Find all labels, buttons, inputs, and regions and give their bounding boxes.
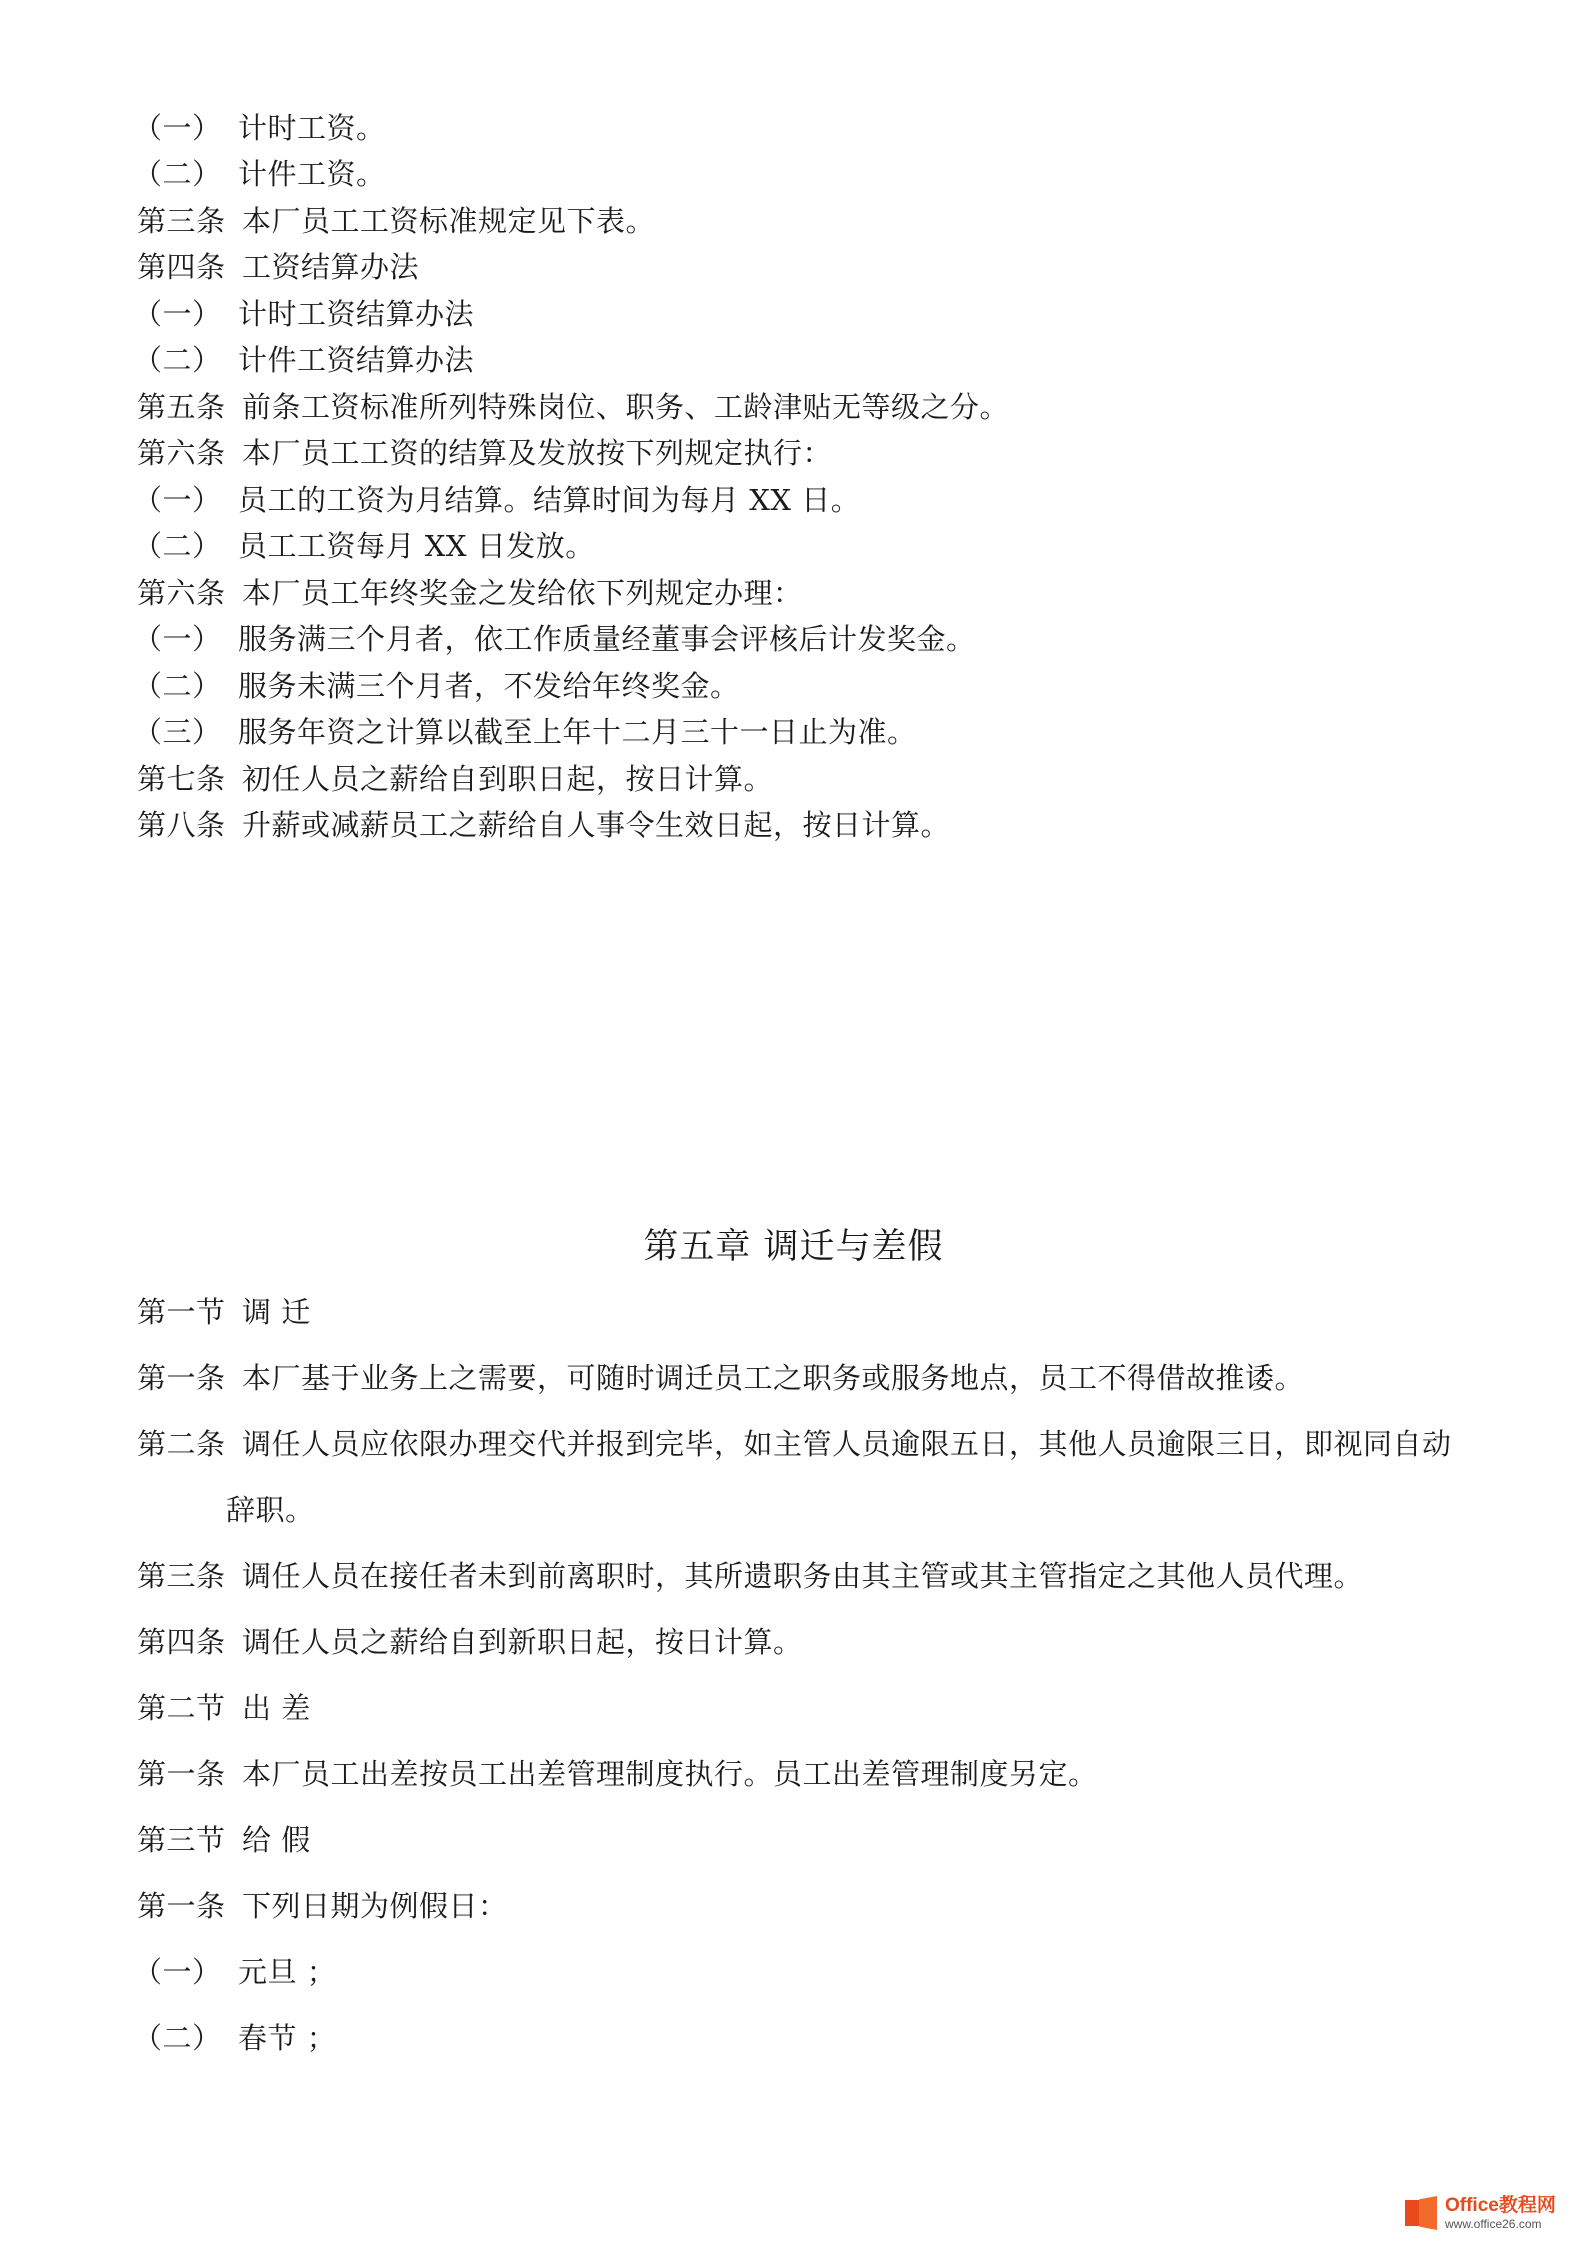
line-text: 计时工资。	[238, 111, 386, 145]
line-text: 出 差	[242, 1691, 311, 1725]
line-label: （二）	[133, 2021, 222, 2055]
line-label: 第六条	[137, 575, 226, 610]
line-label: （二）	[133, 157, 222, 191]
doc-line	[133, 294, 475, 334]
line-text: 本厂员工出差按员工出差管理制度执行。员工出差管理制度另定。	[242, 1757, 1098, 1791]
doc-line	[133, 340, 475, 380]
line-label: （一）	[133, 1955, 222, 1989]
line-text: 本厂员工工资标准规定见下表。	[242, 203, 656, 238]
doc-line	[137, 387, 1009, 427]
doc-line	[137, 433, 832, 473]
doc-line	[137, 573, 803, 613]
line-text: 调任人员应依限办理交代并报到完毕，如主管人员逾限五日，其他人员逾限三日，即视同自动	[242, 1427, 1452, 1461]
doc-line	[137, 1820, 311, 1860]
line-label: （三）	[133, 715, 222, 749]
doc-line	[137, 1292, 311, 1332]
line-label: 第五条	[137, 389, 226, 424]
line-label: 第七条	[137, 761, 226, 796]
line-text: 春节 ；	[238, 2021, 337, 2055]
line-text: 本厂员工年终奖金之发给依下列规定办理：	[242, 575, 803, 610]
line-label: （二）	[133, 343, 222, 377]
doc-line	[137, 1688, 311, 1728]
line-label: 第六条	[137, 436, 226, 470]
doc-line	[133, 2018, 337, 2058]
line-label: 第一条	[137, 1361, 226, 1395]
doc-line	[137, 1424, 1452, 1464]
line-text: 服务年资之计算以截至上年十二月三十一日止为准。	[238, 715, 917, 749]
watermark-url: www.office26.com	[1445, 2217, 1542, 2231]
line-label: 第二节	[137, 1691, 226, 1725]
line-text: 辞职。	[226, 1493, 315, 1527]
line-label: 第四条	[137, 250, 226, 284]
line-label: 第三条	[137, 1559, 226, 1593]
line-text: 本厂基于业务上之需要，可随时调迁员工之职务或服务地点，员工不得借故推诿。	[242, 1361, 1305, 1395]
line-text: 调任人员在接任者未到前离职时，其所遗职务由其主管或其主管指定之其他人员代理。	[242, 1559, 1364, 1593]
line-text: 本厂员工工资的结算及发放按下列规定执行：	[242, 436, 833, 470]
line-label: 第一条	[137, 1889, 226, 1923]
line-text: 前条工资标准所列特殊岗位、职务、工龄津贴无等级之分。	[242, 389, 1010, 424]
doc-line	[137, 1556, 1363, 1596]
doc-line	[133, 619, 976, 659]
line-label: 第三条	[137, 203, 226, 238]
line-text: 计时工资结算办法	[238, 296, 475, 331]
doc-line	[133, 526, 595, 566]
doc-line	[133, 154, 386, 194]
line-text: 员工的工资为月结算。结算时间为每月 XX 日。	[238, 482, 861, 517]
line-label: （一）	[133, 482, 222, 517]
line-text: 升薪或减薪员工之薪给自人事令生效日起，按日计算。	[242, 808, 951, 842]
line-text: 元旦 ；	[238, 1955, 337, 1989]
line-label: 第一条	[137, 1757, 226, 1791]
line-text: 调 迁	[242, 1295, 311, 1329]
line-text: 员工工资每月 XX 日发放。	[238, 529, 595, 563]
line-label: 第八条	[137, 808, 226, 842]
line-text: 服务未满三个月者，不发给年终奖金。	[238, 668, 740, 703]
watermark	[1405, 2191, 1565, 2235]
watermark-title: Office教程网	[1445, 2195, 1556, 2216]
line-label: 第一节	[137, 1295, 226, 1329]
doc-line	[137, 805, 950, 845]
doc-line	[137, 1886, 508, 1926]
line-text: 初任人员之薪给自到职日起，按日计算。	[242, 761, 774, 796]
line-text: 调任人员之薪给自到新职日起，按日计算。	[242, 1625, 803, 1659]
chapter-heading: 第五章 调迁与差假	[643, 1227, 944, 1267]
doc-line	[137, 1754, 1098, 1794]
doc-line	[226, 1490, 315, 1530]
doc-line	[133, 712, 917, 752]
line-text: 计件工资。	[238, 157, 386, 191]
doc-line	[137, 201, 655, 241]
line-label: （一）	[133, 622, 222, 656]
office-logo-icon	[1405, 2196, 1439, 2230]
doc-line	[133, 108, 386, 148]
line-label: （一）	[133, 111, 222, 145]
line-text: 给 假	[242, 1823, 311, 1857]
line-text: 工资结算办法	[242, 250, 420, 284]
doc-line	[137, 759, 773, 799]
line-text: 下列日期为例假日：	[242, 1889, 508, 1923]
doc-line	[133, 480, 861, 520]
doc-line	[133, 1952, 337, 1992]
doc-line	[137, 1622, 803, 1662]
line-label: （二）	[133, 529, 222, 563]
doc-line	[133, 666, 740, 706]
line-label: 第四条	[137, 1625, 226, 1659]
line-text: 计件工资结算办法	[238, 343, 475, 377]
doc-line	[137, 247, 419, 287]
line-label: 第三节	[137, 1823, 226, 1857]
line-label: 第二条	[137, 1427, 226, 1461]
doc-line	[137, 1358, 1304, 1398]
line-text: 服务满三个月者，依工作质量经董事会评核后计发奖金。	[238, 622, 976, 656]
line-label: （一）	[133, 296, 222, 331]
line-label: （二）	[133, 668, 222, 703]
